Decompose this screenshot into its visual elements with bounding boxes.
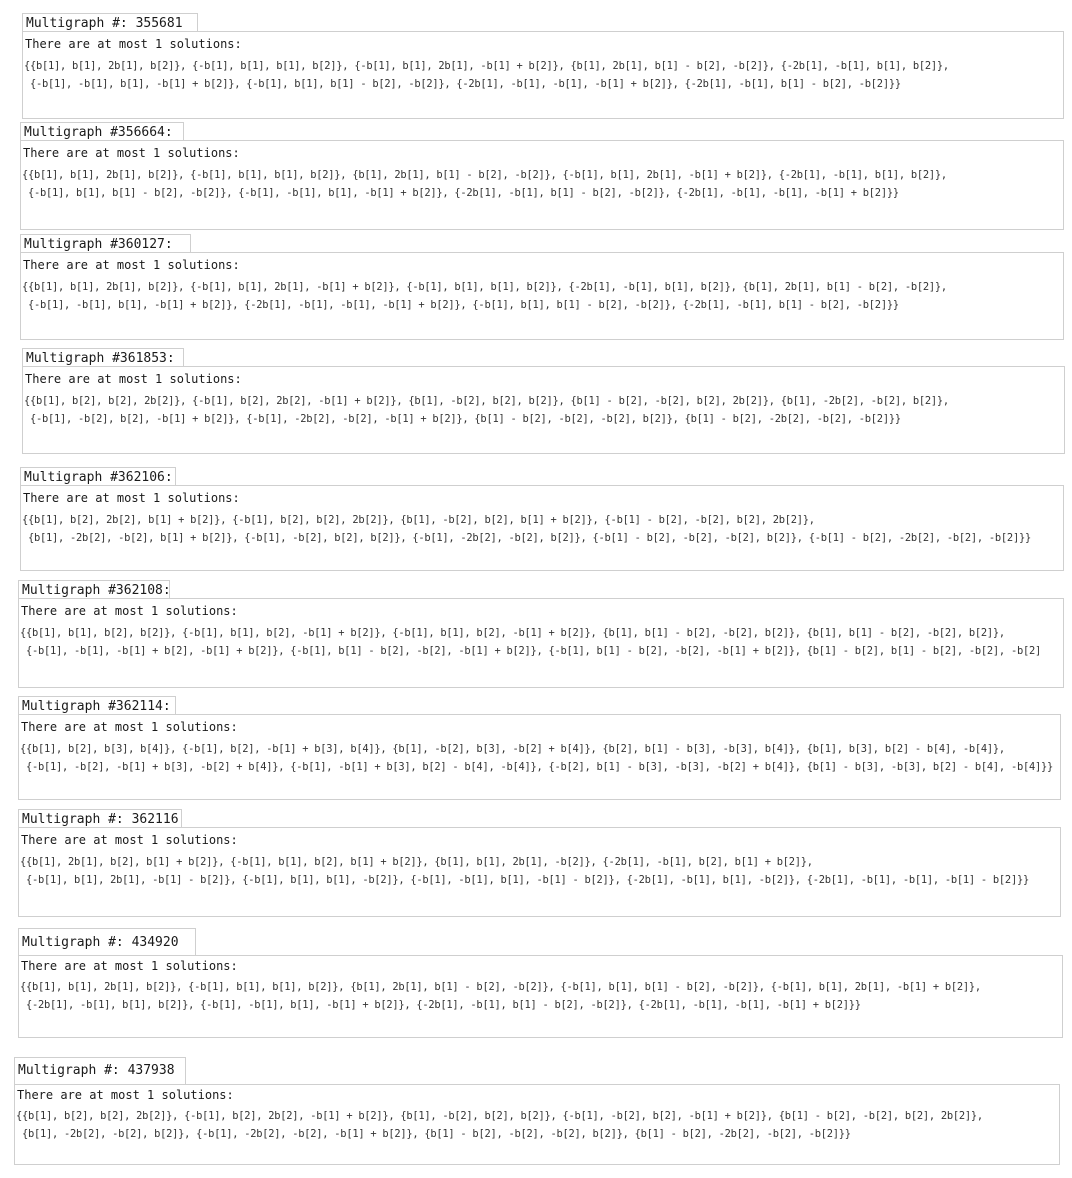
- solutions-header: There are at most 1 solutions:: [23, 491, 240, 505]
- multigraph-entry: [18, 696, 1061, 800]
- solution-line-2: {b[1], -2b[2], -b[2], b[1] + b[2]}, {-b[1], -b[2], b[2], b[2]}, {-b[1], -2b[2], -b[2], b[2]}, {-b[1] - b[2], -b[2], -b[2], b[2]}, {-b[1] - b[2], -2b[2], -b[2], -b[2]}}: [22, 532, 1031, 544]
- solutions-header: There are at most 1 solutions:: [17, 1088, 234, 1102]
- output-panel: [18, 714, 1061, 800]
- multigraph-title[interactable]: Multigraph #360127:: [20, 234, 191, 254]
- output-panel: [20, 252, 1064, 340]
- solution-line-1: {{b[1], b[2], 2b[2], b[1] + b[2]}, {-b[1], b[2], b[2], 2b[2]}, {b[1], -b[2], b[2], b[1] + b[2]}, {-b[1] - b[2], -b[2], b[2], 2b[2]},: [22, 514, 815, 526]
- multigraph-title[interactable]: Multigraph #361853:: [22, 348, 184, 368]
- multigraph-entry: [18, 928, 1063, 1040]
- solution-line-1: {{b[1], 2b[1], b[2], b[1] + b[2]}, {-b[1], b[1], b[2], b[1] + b[2]}, {b[1], b[1], 2b[1], -b[2]}, {-2b[1], -b[1], b[2], b[1] + b[2]},: [20, 856, 813, 868]
- multigraph-entry: [18, 809, 1061, 917]
- solution-line-2: {-b[1], b[1], 2b[1], -b[1] - b[2]}, {-b[1], b[1], b[1], -b[2]}, {-b[1], -b[1], b[1], -b[1] - b[2]}, {-2b[1], -b[1], b[1], -b[2]}, {-2b[1], -b[1], -b[1], -b[1] - b[2]}}: [20, 874, 1029, 886]
- multigraph-title[interactable]: Multigraph #: 362116: [18, 809, 182, 829]
- solution-line-1: {{b[1], b[2], b[3], b[4]}, {-b[1], b[2], -b[1] + b[3], b[4]}, {b[1], -b[2], b[3], -b[2] + b[4]}, {b[2], b[1] - b[3], -b[3], b[4]}, {b[1], b[3], b[2] - b[4], -b[4]},: [20, 743, 1005, 755]
- solution-line-2: {-2b[1], -b[1], b[1], b[2]}, {-b[1], -b[1], b[1], -b[1] + b[2]}, {-2b[1], -b[1], b[1] - b[2], -b[2]}, {-2b[1], -b[1], -b[1], -b[1] + b[2]}}: [20, 999, 861, 1011]
- solutions-header: There are at most 1 solutions:: [25, 372, 242, 386]
- solution-line-1: {{b[1], b[1], b[2], b[2]}, {-b[1], b[1], b[2], -b[1] + b[2]}, {-b[1], b[1], b[2], -b[1] + b[2]}, {b[1], b[1] - b[2], -b[2], b[2]}, {b[1], b[1] - b[2], -b[2], b[2]},: [20, 627, 1005, 639]
- output-panel: [18, 598, 1064, 688]
- multigraph-entry: [18, 580, 1064, 688]
- solution-line-1: {{b[1], b[1], 2b[1], b[2]}, {-b[1], b[1], b[1], b[2]}, {-b[1], b[1], 2b[1], -b[1] + b[2]}, {b[1], 2b[1], b[1] - b[2], -b[2]}, {-2b[1], -b[1], b[1], b[2]},: [24, 60, 949, 72]
- solutions-header: There are at most 1 solutions:: [21, 959, 238, 973]
- multigraph-title[interactable]: Multigraph #362114:: [18, 696, 176, 716]
- output-panel: [18, 827, 1061, 917]
- output-panel: [14, 1084, 1060, 1165]
- multigraph-title[interactable]: Multigraph #356664:: [20, 122, 184, 142]
- multigraph-title[interactable]: Multigraph #362106:: [20, 467, 176, 487]
- solution-line-2: {-b[1], -b[1], b[1], -b[1] + b[2]}, {-b[1], b[1], b[1] - b[2], -b[2]}, {-2b[1], -b[1], -b[1], -b[1] + b[2]}, {-2b[1], -b[1], b[1] - b[2], -b[2]}}: [24, 78, 901, 90]
- solution-line-2: {-b[1], -b[2], -b[1] + b[3], -b[2] + b[4]}, {-b[1], -b[1] + b[3], b[2] - b[4], -b[4]}, {-b[2], b[1] - b[3], -b[3], -b[2] + b[4]}, {b[1] - b[3], -b[3], b[2] - b[4], -b[4]}}: [20, 761, 1053, 773]
- multigraph-entry: [20, 122, 1064, 232]
- solution-line-2: {-b[1], -b[2], b[2], -b[1] + b[2]}, {-b[1], -2b[2], -b[2], -b[1] + b[2]}, {b[1] - b[2], -b[2], -b[2], b[2]}, {b[1] - b[2], -2b[2], -b[2], -b[2]}}: [24, 413, 901, 425]
- multigraph-entry: [22, 13, 1064, 123]
- solution-line-1: {{b[1], b[2], b[2], 2b[2]}, {-b[1], b[2], 2b[2], -b[1] + b[2]}, {b[1], -b[2], b[2], b[2]}, {b[1] - b[2], -b[2], b[2], 2b[2]}, {b[1], -2b[2], -b[2], b[2]},: [24, 395, 949, 407]
- solutions-header: There are at most 1 solutions:: [21, 604, 238, 618]
- solutions-header: There are at most 1 solutions:: [25, 37, 242, 51]
- solution-line-2: {-b[1], -b[1], -b[1] + b[2], -b[1] + b[2]}, {-b[1], b[1] - b[2], -b[2], -b[1] + b[2]}, {-b[1], b[1] - b[2], -b[2], -b[1] + b[2]}, {b[1] - b[2], b[1] - b[2], -b[2], -b[2]: [20, 645, 1041, 657]
- multigraph-entry: [14, 1057, 1060, 1165]
- multigraph-title[interactable]: Multigraph #: 437938: [14, 1057, 186, 1085]
- solution-line-1: {{b[1], b[2], b[2], 2b[2]}, {-b[1], b[2], 2b[2], -b[1] + b[2]}, {b[1], -b[2], b[2], b[2]}, {-b[1], -b[2], b[2], -b[1] + b[2]}, {b[1] - b[2], -b[2], b[2], 2b[2]},: [16, 1110, 983, 1122]
- solution-line-2: {-b[1], -b[1], b[1], -b[1] + b[2]}, {-2b[1], -b[1], -b[1], -b[1] + b[2]}, {-b[1], b[1], b[1] - b[2], -b[2]}, {-2b[1], -b[1], b[1] - b[2], -b[2]}}: [22, 299, 899, 311]
- solution-line-2: {-b[1], b[1], b[1] - b[2], -b[2]}, {-b[1], -b[1], b[1], -b[1] + b[2]}, {-2b[1], -b[1], b[1] - b[2], -b[2]}, {-2b[1], -b[1], -b[1], -b[1] + b[2]}}: [22, 187, 899, 199]
- solutions-header: There are at most 1 solutions:: [23, 146, 240, 160]
- output-panel: [20, 485, 1064, 571]
- solutions-header: There are at most 1 solutions:: [23, 258, 240, 272]
- solutions-header: There are at most 1 solutions:: [21, 720, 238, 734]
- output-panel: [22, 366, 1065, 454]
- multigraph-entry: [22, 348, 1065, 458]
- solutions-header: There are at most 1 solutions:: [21, 833, 238, 847]
- multigraph-title[interactable]: Multigraph #: 355681: [22, 13, 198, 33]
- output-panel: [20, 140, 1064, 230]
- solution-line-1: {{b[1], b[1], 2b[1], b[2]}, {-b[1], b[1], b[1], b[2]}, {b[1], 2b[1], b[1] - b[2], -b[2]}, {-b[1], b[1], 2b[1], -b[1] + b[2]}, {-2b[1], -b[1], b[1], b[2]},: [22, 169, 947, 181]
- solution-line-2: {b[1], -2b[2], -b[2], b[2]}, {-b[1], -2b[2], -b[2], -b[1] + b[2]}, {b[1] - b[2], -b[2], -b[2], b[2]}, {b[1] - b[2], -2b[2], -b[2], -b[2]}}: [16, 1128, 851, 1140]
- output-panel: [18, 955, 1063, 1038]
- solution-line-1: {{b[1], b[1], 2b[1], b[2]}, {-b[1], b[1], 2b[1], -b[1] + b[2]}, {-b[1], b[1], b[1], b[2]}, {-2b[1], -b[1], b[1], b[2]}, {b[1], 2b[1], b[1] - b[2], -b[2]},: [22, 281, 947, 293]
- output-panel: [22, 31, 1064, 119]
- multigraph-title[interactable]: Multigraph #: 434920: [18, 928, 196, 956]
- multigraph-entry: [20, 234, 1064, 340]
- multigraph-title[interactable]: Multigraph #362108:: [18, 580, 170, 600]
- solution-line-1: {{b[1], b[1], 2b[1], b[2]}, {-b[1], b[1], b[1], b[2]}, {b[1], 2b[1], b[1] - b[2], -b[2]}, {-b[1], b[1], b[1] - b[2], -b[2]}, {-b[1], b[1], 2b[1], -b[1] + b[2]},: [20, 981, 981, 993]
- multigraph-entry: [20, 467, 1064, 573]
